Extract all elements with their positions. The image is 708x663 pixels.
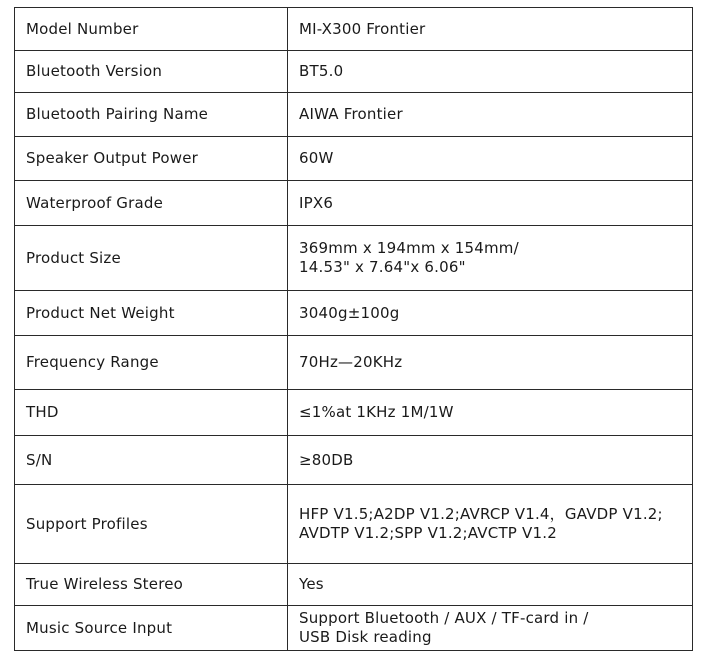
table-row: [15, 51, 693, 93]
spec-label: Product Size: [15, 226, 288, 291]
spec-label: Bluetooth Version: [15, 51, 288, 93]
spec-value: ≥80DB: [288, 436, 693, 485]
spec-value: HFP V1.5;A2DP V1.2;AVRCP V1.4，GAVDP V1.2; AVDTP V1.2;SPP V1.2;AVCTP V1.2: [288, 485, 693, 564]
spec-label: Speaker Output Power: [15, 137, 288, 181]
table-row: [15, 93, 693, 137]
table-row: [15, 181, 693, 226]
spec-value: 60W: [288, 137, 693, 181]
spec-value: MI-X300 Frontier: [288, 8, 693, 51]
spec-value: 70Hz—20KHz: [288, 336, 693, 390]
spec-label: Bluetooth Pairing Name: [15, 93, 288, 137]
spec-value: AIWA Frontier: [288, 93, 693, 137]
specification-table: [14, 7, 693, 651]
table-row: [15, 336, 693, 390]
spec-value: 3040g±100g: [288, 291, 693, 336]
spec-value: IPX6: [288, 181, 693, 226]
spec-label: Support Profiles: [15, 485, 288, 564]
spec-label: Music Source Input: [15, 606, 288, 651]
table-row: [15, 390, 693, 436]
spec-label: Frequency Range: [15, 336, 288, 390]
spec-value: 369mm x 194mm x 154mm/ 14.53" x 7.64"x 6.06": [288, 226, 693, 291]
spec-label: Waterproof Grade: [15, 181, 288, 226]
spec-value: BT5.0: [288, 51, 693, 93]
table-row: [15, 485, 693, 564]
table-row: [15, 291, 693, 336]
table-row: [15, 606, 693, 651]
spec-label: Model Number: [15, 8, 288, 51]
spec-label: THD: [15, 390, 288, 436]
table-row: [15, 436, 693, 485]
table-row: [15, 8, 693, 51]
spec-value: Yes: [288, 564, 693, 606]
spec-value: Support Bluetooth / AUX / TF-card in / USB Disk reading: [288, 606, 693, 651]
spec-label: Product Net Weight: [15, 291, 288, 336]
table-row: [15, 137, 693, 181]
spec-value: ≤1%at 1KHz 1M/1W: [288, 390, 693, 436]
table-row: [15, 226, 693, 291]
spec-label: S/N: [15, 436, 288, 485]
table-row: [15, 564, 693, 606]
spec-label: True Wireless Stereo: [15, 564, 288, 606]
